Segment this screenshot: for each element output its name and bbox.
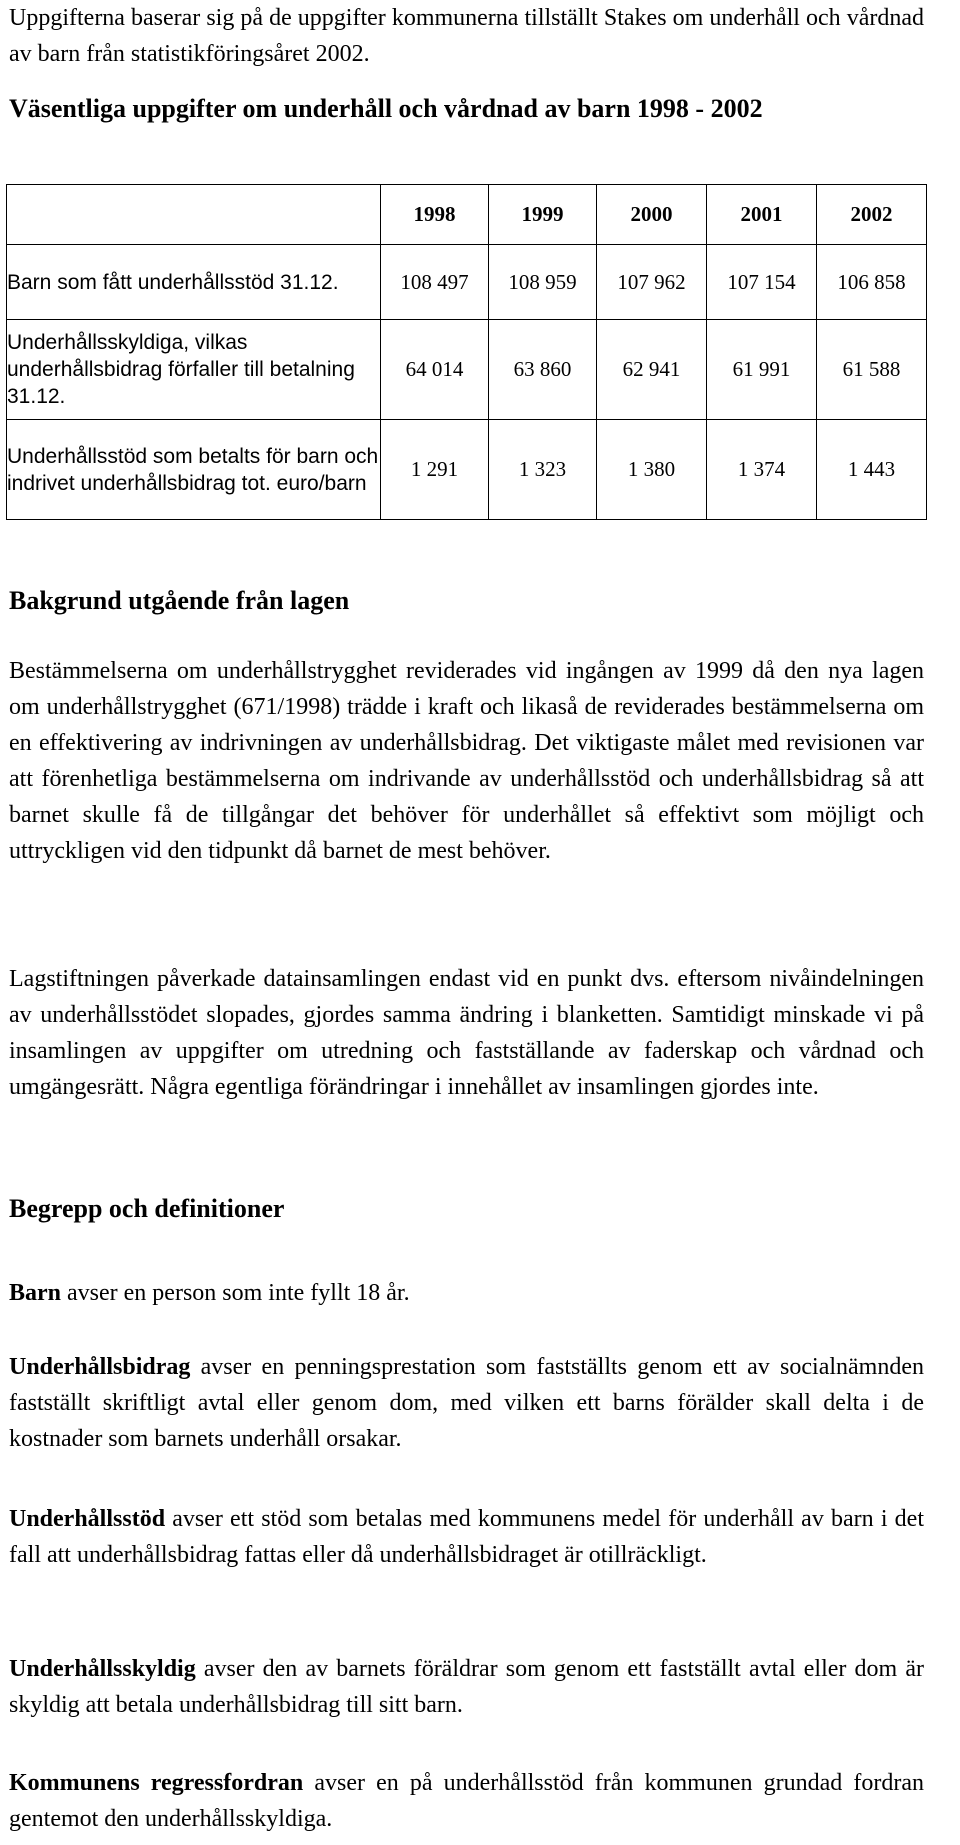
table-cell: 61 991 <box>707 320 817 420</box>
definition-text: avser en penningsprestation som fastställts genom ett av socialnämnden fastställt skriftligt avtal eller genom dom, med vilken ett barns förälder skall delta i de kostnader som barnets underhåll orsakar. <box>9 1354 924 1452</box>
table-cell: 1 323 <box>489 420 597 520</box>
table-cell: 62 941 <box>597 320 707 420</box>
definition-term: Underhållsskyldig <box>9 1656 196 1682</box>
year-header: 1998 <box>381 185 489 245</box>
background-paragraph-2: Lagstiftningen påverkade datainsamlingen endast vid en punkt dvs. eftersom nivåindelningen av underhållsstödet slopades, gjordes samma ändring i blanketten. Samtidigt minskade vi på insamlingen av uppgifter om utredning och fastställande av faderskap och vårdnad och umgängesrätt. Några egentliga förändringar i innehållet av insamlingen gjordes inte. <box>9 966 924 1100</box>
table-cell: 1 380 <box>597 420 707 520</box>
table-cell: 108 959 <box>489 245 597 320</box>
definition-term: Kommunens regressfordran <box>9 1770 304 1796</box>
table-cell: 61 588 <box>817 320 927 420</box>
row-label: Underhållsstöd som betalts för barn och indrivet underhållsbidrag tot. euro/barn <box>7 420 381 520</box>
table-cell: 1 291 <box>381 420 489 520</box>
statistics-table <box>6 184 927 520</box>
section-heading-background: Bakgrund utgående från lagen <box>9 586 350 615</box>
definition-text: avser den av barnets föräldrar som genom ett fastställt avtal eller dom är skyldig att betala underhållsbidrag till sitt barn. <box>9 1656 924 1718</box>
year-header: 1999 <box>489 185 597 245</box>
definition-text: avser ett stöd som betalas med kommunens medel för underhåll av barn i det fall att underhållsbidrag fattas eller då underhållsbidraget är otillräckligt. <box>9 1506 924 1568</box>
table-cell: 108 497 <box>381 245 489 320</box>
year-header: 2002 <box>817 185 927 245</box>
table-cell: 1 374 <box>707 420 817 520</box>
definition-item <box>9 1275 924 1311</box>
year-header: 2001 <box>707 185 817 245</box>
table-title: Väsentliga uppgifter om underhåll och vårdnad av barn 1998 - 2002 <box>9 94 763 123</box>
table-row <box>7 320 927 420</box>
table-cell: 107 154 <box>707 245 817 320</box>
definition-text: avser en på underhållsstöd från kommunen grundad fordran gentemot den underhållsskyldiga. <box>9 1770 924 1832</box>
definition-item <box>9 1765 924 1837</box>
row-label: Underhållsskyldiga, vilkas underhållsbidrag förfaller till betalning 31.12. <box>7 320 381 420</box>
definition-term: Underhållsstöd <box>9 1506 166 1532</box>
definition-term: Underhållsbidrag <box>9 1354 191 1380</box>
definition-text: avser en person som inte fyllt 18 år. <box>61 1280 410 1306</box>
table-cell: 1 443 <box>817 420 927 520</box>
background-paragraph-1: Bestämmelserna om underhållstrygghet reviderades vid ingången av 1999 då den nya lagen om underhållstrygghet (671/1998) trädde i kraft och likaså de reviderades bestämmelserna om en effektivering av indrivningen av underhållsbidrag. Det viktigaste målet med revisionen var att förenhetliga bestämmelserna om indrivande av underhållsstöd och underhållsbidrag så att barnet skulle få de tillgångar det behöver för underhållet så effektivt som möjligt och uttryckligen vid den tidpunkt då barnet de mest behöver. <box>9 658 924 864</box>
table-cell: 63 860 <box>489 320 597 420</box>
year-header: 2000 <box>597 185 707 245</box>
table-cell: 107 962 <box>597 245 707 320</box>
section-heading-definitions: Begrepp och definitioner <box>9 1194 285 1223</box>
table-cell: 64 014 <box>381 320 489 420</box>
table-row <box>7 420 927 520</box>
table-cell: 106 858 <box>817 245 927 320</box>
intro-paragraph: Uppgifterna baserar sig på de uppgifter kommunerna tillställt Stakes om underhåll och vårdnad av barn från statistikföringsåret 2002. <box>9 5 924 67</box>
definition-term: Barn <box>9 1280 62 1306</box>
table-row <box>7 245 927 320</box>
definition-item <box>9 1651 924 1723</box>
table-corner-cell <box>7 185 381 245</box>
definition-item <box>9 1349 924 1457</box>
row-label: Barn som fått underhållsstöd 31.12. <box>7 245 381 320</box>
definition-item <box>9 1501 924 1573</box>
table-header-row <box>7 185 927 245</box>
